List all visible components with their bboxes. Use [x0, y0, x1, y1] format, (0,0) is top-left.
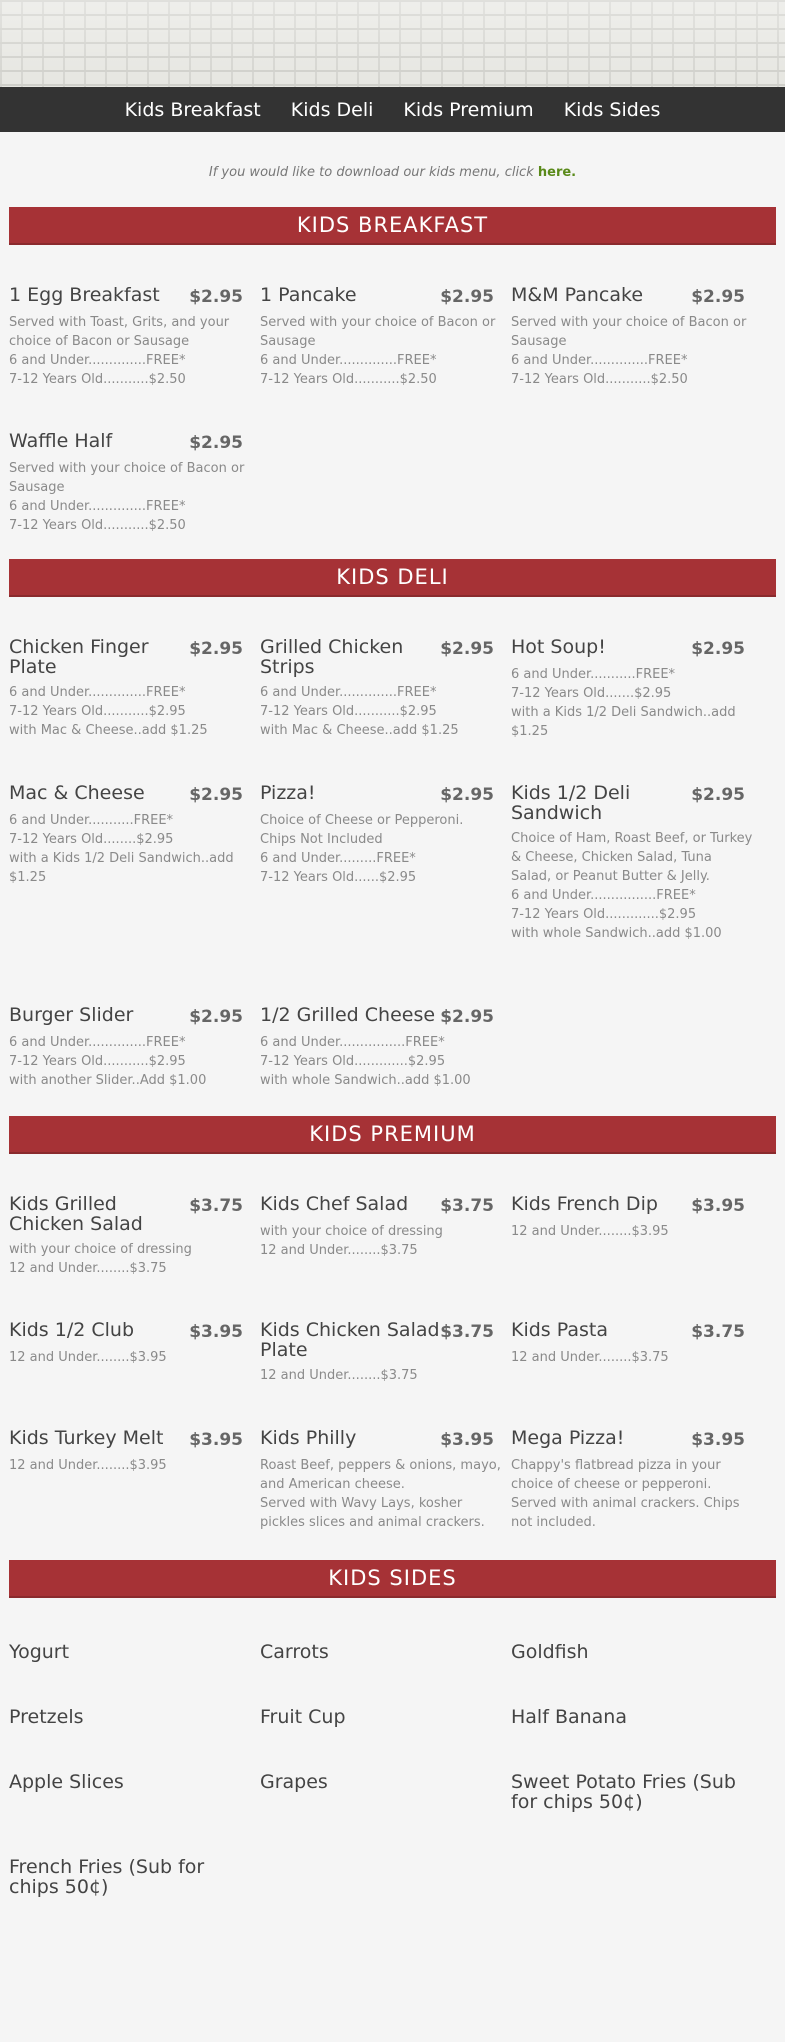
menu-item-name: Mega Pizza! — [511, 1427, 625, 1449]
menu-row — [0, 637, 785, 783]
description-line: Roast Beef, peppers & onions, mayo, and American cheese. — [260, 1458, 501, 1492]
description-line: 12 and Under........$3.95 — [511, 1224, 669, 1239]
menu-item-header — [9, 1194, 251, 1234]
menu-item-header — [260, 783, 502, 805]
menu-item-description — [260, 1222, 502, 1260]
menu-item-header — [260, 1005, 502, 1027]
menu-item-name: 1 Pancake — [260, 284, 357, 306]
nav-kids-premium[interactable]: Kids Premium — [403, 98, 534, 121]
menu-item-header — [260, 285, 502, 307]
menu-item-header — [511, 783, 753, 823]
description-line: Choice of Cheese or Pepperoni. — [260, 813, 464, 828]
menu-item — [260, 1320, 510, 1428]
menu-item-name: Kids Chef Salad — [260, 1193, 409, 1215]
nav-kids-sides[interactable]: Kids Sides — [563, 98, 661, 121]
description-line: 7-12 Years Old...........$2.50 — [511, 372, 688, 387]
description-line: with Mac & Cheese..add $1.25 — [260, 723, 459, 738]
menu-item-name: Kids Turkey Melt — [9, 1427, 164, 1449]
description-line: 7-12 Years Old......$2.95 — [260, 870, 417, 885]
menu-item-description — [260, 683, 502, 740]
menu-item-price: $2.95 — [691, 287, 745, 307]
menu-item-header — [511, 1772, 753, 1812]
description-line: with a Kids 1/2 Deli Sandwich..add $1.25 — [9, 851, 234, 885]
menu-item — [9, 1428, 259, 1532]
menu-item-description — [9, 811, 251, 887]
menu-item-price: $2.95 — [440, 287, 494, 307]
menu-item-description — [511, 313, 753, 389]
menu-item-header — [511, 637, 753, 659]
menu-item-header — [9, 1005, 251, 1027]
menu-item — [9, 1194, 259, 1320]
menu-item — [9, 285, 259, 431]
menu-row — [0, 1005, 785, 1090]
section-title: KIDS PREMIUM — [9, 1116, 776, 1154]
menu-item-name: Sweet Potato Fries (Sub for chips 50¢) — [511, 1771, 736, 1813]
menu-item-price: $2.95 — [440, 639, 494, 659]
menu-item-header — [9, 1857, 251, 1897]
menu-item-description — [260, 1033, 502, 1090]
menu-item-header — [9, 1707, 251, 1727]
menu-item-name: French Fries (Sub for chips 50¢) — [9, 1856, 205, 1898]
description-line: Choice of Ham, Roast Beef, or Turkey & Cheese, Chicken Salad, Tuna Salad, or Peanut Butter & Jelly. — [511, 831, 753, 884]
menu-row — [0, 1194, 785, 1320]
menu-item-name: Chicken Finger Plate — [9, 636, 149, 678]
menu-item-price: $2.95 — [189, 1007, 243, 1027]
nav-kids-deli[interactable]: Kids Deli — [290, 98, 374, 121]
menu-item — [260, 1005, 510, 1090]
menu-content — [0, 207, 785, 1897]
description-line: Chappy's flatbread pizza in your choice of cheese or pepperoni. — [511, 1458, 721, 1492]
menu-item-name: Kids Philly — [260, 1427, 357, 1449]
menu-item-name: 1 Egg Breakfast — [9, 284, 160, 306]
menu-category-nav — [0, 87, 785, 132]
menu-item-header — [9, 637, 251, 677]
menu-section-kids-sides — [0, 1560, 785, 1897]
download-text: If you would like to download our kids menu, click — [208, 165, 538, 180]
download-link[interactable]: here. — [537, 165, 577, 180]
menu-item-description — [9, 1348, 251, 1367]
menu-item-header — [9, 431, 251, 453]
description-line: with Mac & Cheese..add $1.25 — [9, 723, 208, 738]
menu-item-price: $3.95 — [691, 1430, 745, 1450]
menu-row — [0, 1772, 785, 1857]
description-line: 6 and Under................FREE* — [260, 1035, 445, 1050]
description-line: 12 and Under........$3.75 — [9, 1261, 167, 1276]
menu-item-header — [9, 285, 251, 307]
description-line: Chips Not Included — [260, 832, 383, 847]
menu-item-name: Kids Chicken Salad Plate — [260, 1319, 440, 1361]
menu-item-price: $3.95 — [440, 1430, 494, 1450]
menu-item — [9, 1642, 259, 1707]
menu-item-header — [511, 1642, 753, 1662]
description-line: 6 and Under...........FREE* — [511, 667, 676, 682]
menu-item — [9, 1005, 259, 1090]
menu-item-header — [260, 637, 502, 677]
menu-item-price: $3.75 — [440, 1322, 494, 1342]
menu-item-name: Mac & Cheese — [9, 782, 145, 804]
menu-item-price: $2.95 — [691, 639, 745, 659]
menu-item-header — [260, 1642, 502, 1662]
menu-item-name: Kids Grilled Chicken Salad — [9, 1193, 143, 1235]
description-line: with another Slider..Add $1.00 — [9, 1073, 207, 1088]
description-line: 6 and Under..............FREE* — [9, 1035, 186, 1050]
menu-item — [260, 1772, 510, 1857]
description-line: 7-12 Years Old...........$2.95 — [9, 1054, 186, 1069]
menu-item-description — [511, 1348, 753, 1367]
menu-item-header — [9, 1642, 251, 1662]
menu-item — [511, 1642, 761, 1707]
menu-item-description — [511, 1456, 753, 1532]
menu-item-header — [260, 1428, 502, 1450]
menu-item-price: $3.95 — [691, 1196, 745, 1216]
menu-item — [511, 1772, 761, 1857]
description-line: Served with Toast, Grits, and your choice of Bacon or Sausage — [9, 315, 230, 349]
description-line: 12 and Under........$3.75 — [260, 1368, 418, 1383]
menu-item-description — [9, 1240, 251, 1278]
menu-row — [0, 1320, 785, 1428]
description-line: 6 and Under..............FREE* — [9, 353, 186, 368]
menu-item-header — [260, 1194, 502, 1216]
menu-item-name: Yogurt — [9, 1641, 70, 1663]
menu-item-name: Pizza! — [260, 782, 316, 804]
description-line: Served with your choice of Bacon or Sausage — [9, 461, 245, 495]
description-line: 7-12 Years Old...........$2.50 — [9, 372, 186, 387]
description-line: 6 and Under..............FREE* — [511, 353, 688, 368]
menu-item-price: $3.95 — [189, 1322, 243, 1342]
menu-item-price: $2.95 — [189, 287, 243, 307]
menu-item — [9, 1320, 259, 1428]
description-line: 7-12 Years Old.............$2.95 — [511, 907, 697, 922]
description-line: 6 and Under..............FREE* — [260, 353, 437, 368]
menu-item-price: $2.95 — [189, 433, 243, 453]
brick-header-banner — [0, 0, 785, 87]
menu-item-header — [260, 1707, 502, 1727]
section-title: KIDS SIDES — [9, 1560, 776, 1598]
description-line: Served with Wavy Lays, kosher pickles slices and animal crackers. — [260, 1496, 485, 1530]
menu-item — [511, 637, 761, 783]
menu-item-name: Grilled Chicken Strips — [260, 636, 404, 678]
menu-item — [9, 783, 259, 1005]
menu-item-price: $3.75 — [691, 1322, 745, 1342]
menu-item-name: Kids French Dip — [511, 1193, 658, 1215]
menu-item — [9, 1772, 259, 1857]
menu-item-name: Fruit Cup — [260, 1706, 346, 1728]
menu-item — [511, 1428, 761, 1532]
menu-item-header — [511, 1320, 753, 1342]
description-line: with your choice of dressing — [260, 1224, 443, 1239]
menu-row — [0, 783, 785, 1005]
description-line: Served with animal crackers. Chips not included. — [511, 1496, 740, 1530]
menu-row — [0, 1428, 785, 1532]
menu-item-price: $3.75 — [189, 1196, 243, 1216]
menu-item-header — [9, 1320, 251, 1342]
menu-item-name: Waffle Half — [9, 430, 113, 452]
menu-item — [9, 431, 259, 535]
description-line: with a Kids 1/2 Deli Sandwich..add $1.25 — [511, 705, 736, 739]
menu-item-description — [260, 811, 502, 887]
menu-row — [0, 431, 785, 535]
menu-item-header — [260, 1772, 502, 1792]
nav-kids-breakfast[interactable]: Kids Breakfast — [124, 98, 261, 121]
menu-item-header — [9, 1428, 251, 1450]
menu-item — [260, 1642, 510, 1707]
description-line: Served with your choice of Bacon or Sausage — [260, 315, 496, 349]
menu-item-header — [511, 1428, 753, 1450]
menu-item-header — [9, 783, 251, 805]
menu-section-kids-premium — [0, 1116, 785, 1532]
menu-row — [0, 1857, 785, 1897]
description-line: 6 and Under...........FREE* — [9, 813, 174, 828]
description-line: 7-12 Years Old........$2.95 — [9, 832, 174, 847]
menu-item-name: Grapes — [260, 1771, 328, 1793]
menu-item-name: Pretzels — [9, 1706, 84, 1728]
menu-item-description — [9, 1456, 251, 1475]
menu-item-name: Goldfish — [511, 1641, 589, 1663]
menu-item — [260, 1428, 510, 1532]
menu-item-price: $2.95 — [189, 639, 243, 659]
menu-item-price: $3.95 — [189, 1430, 243, 1450]
description-line: 7-12 Years Old...........$2.95 — [9, 704, 186, 719]
menu-item-header — [511, 1707, 753, 1727]
menu-item — [260, 783, 510, 1005]
menu-item — [260, 285, 510, 431]
description-line: 7-12 Years Old.............$2.95 — [260, 1054, 446, 1069]
menu-item — [260, 1194, 510, 1320]
menu-item-description — [9, 313, 251, 389]
menu-row — [0, 1707, 785, 1772]
menu-item-name: Carrots — [260, 1641, 329, 1663]
description-line: 6 and Under.........FREE* — [260, 851, 416, 866]
description-line: 6 and Under..............FREE* — [9, 499, 186, 514]
section-title: KIDS BREAKFAST — [9, 207, 776, 245]
description-line: 12 and Under........$3.75 — [260, 1243, 418, 1258]
menu-item-description — [260, 1456, 502, 1532]
menu-item-name: M&M Pancake — [511, 284, 644, 306]
download-menu-note — [0, 165, 785, 185]
menu-item-price: $2.95 — [189, 785, 243, 805]
menu-item — [9, 1707, 259, 1772]
menu-item-name: Burger Slider — [9, 1004, 134, 1026]
menu-item — [511, 783, 761, 1005]
description-line: 6 and Under..............FREE* — [260, 685, 437, 700]
menu-row — [0, 1642, 785, 1707]
description-line: 7-12 Years Old...........$2.50 — [260, 372, 437, 387]
section-title: KIDS DELI — [9, 559, 776, 597]
description-line: 7-12 Years Old.......$2.95 — [511, 686, 672, 701]
description-line: Served with your choice of Bacon or Sausage — [511, 315, 747, 349]
menu-item-description — [260, 313, 502, 389]
description-line: 6 and Under................FREE* — [511, 888, 696, 903]
menu-item — [260, 1707, 510, 1772]
description-line: 6 and Under..............FREE* — [9, 685, 186, 700]
menu-item-description — [511, 665, 753, 741]
menu-item-name: Apple Slices — [9, 1771, 124, 1793]
menu-item-price: $2.95 — [691, 785, 745, 805]
menu-item — [511, 1707, 761, 1772]
menu-item-name: 1/2 Grilled Cheese — [260, 1004, 436, 1026]
description-line: 12 and Under........$3.95 — [9, 1350, 167, 1365]
menu-item-description — [511, 1222, 753, 1241]
menu-item-name: Kids Pasta — [511, 1319, 608, 1341]
menu-item — [511, 285, 761, 431]
description-line: with whole Sandwich..add $1.00 — [511, 926, 722, 941]
description-line: 12 and Under........$3.75 — [511, 1350, 669, 1365]
menu-section-kids-deli — [0, 559, 785, 1090]
menu-item-header — [511, 285, 753, 307]
menu-row — [0, 285, 785, 431]
menu-item-description — [9, 683, 251, 740]
menu-item — [9, 637, 259, 783]
menu-item — [9, 1857, 259, 1897]
menu-item-description — [9, 1033, 251, 1090]
menu-item — [260, 637, 510, 783]
menu-item-price: $2.95 — [440, 1007, 494, 1027]
menu-item-name: Hot Soup! — [511, 636, 606, 658]
description-line: with whole Sandwich..add $1.00 — [260, 1073, 471, 1088]
menu-item-name: Kids 1/2 Club — [9, 1319, 135, 1341]
description-line: 7-12 Years Old...........$2.50 — [9, 518, 186, 533]
description-line: 12 and Under........$3.95 — [9, 1458, 167, 1473]
menu-item-description — [9, 459, 251, 535]
menu-item-description — [260, 1366, 502, 1385]
menu-item-price: $2.95 — [440, 785, 494, 805]
menu-item-name: Half Banana — [511, 1706, 627, 1728]
menu-item-header — [511, 1194, 753, 1216]
menu-item — [511, 1320, 761, 1428]
menu-item-price: $3.75 — [440, 1196, 494, 1216]
menu-item-name: Kids 1/2 Deli Sandwich — [511, 782, 631, 824]
menu-item-description — [511, 829, 753, 943]
menu-item-header — [260, 1320, 502, 1360]
menu-item-header — [9, 1772, 251, 1792]
menu-item — [511, 1194, 761, 1320]
menu-section-kids-breakfast — [0, 207, 785, 535]
description-line: with your choice of dressing — [9, 1242, 192, 1257]
description-line: 7-12 Years Old...........$2.95 — [260, 704, 437, 719]
